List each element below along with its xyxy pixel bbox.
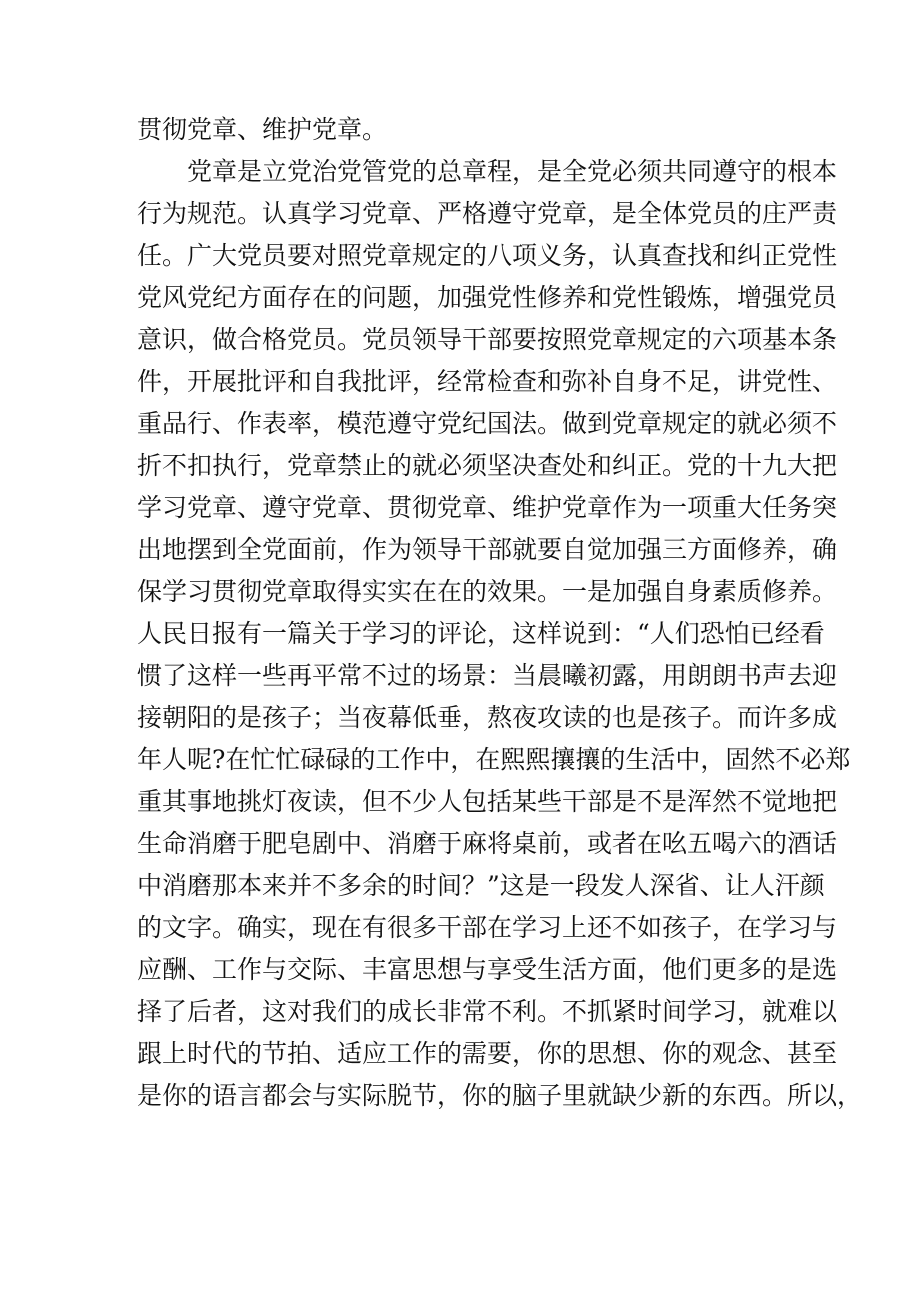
text-line: 学习党章、遵守党章、贯彻党章、维护党章作为一项重大任务突	[137, 493, 838, 522]
text-line: 行为规范。认真学习党章、严格遵守党章，是全体党员的庄严责	[137, 199, 838, 228]
text-line: 件，开展批评和自我批评，经常检查和弥补自身不足，讲党性、	[137, 367, 838, 396]
text-line: 党风党纪方面存在的问题，加强党性修养和党性锻炼，增强党员	[137, 283, 838, 312]
text-line: 择了后者，这对我们的成长非常不利。不抓紧时间学习，就难以	[137, 997, 838, 1026]
text-line: 折不扣执行，党章禁止的就必须坚决查处和纠正。党的十九大把	[137, 451, 838, 480]
text-line: 保学习贯彻党章取得实实在在的效果。一是加强自身素质修养。	[137, 577, 838, 606]
text-line: 任。广大党员要对照党章规定的八项义务，认真查找和纠正党性	[137, 241, 838, 270]
text-line: 人民日报有一篇关于学习的评论，这样说到：“人们恐怕已经看	[137, 619, 825, 648]
text-line: 贯彻党章、维护党章。	[137, 115, 388, 144]
text-line: 生命消磨于肥皂剧中、消磨于麻将桌前，或者在吆五喝六的酒话	[137, 829, 838, 858]
text-line: 意识，做合格党员。党员领导干部要按照党章规定的六项基本条	[137, 325, 838, 354]
text-line: 重其事地挑灯夜读，但不少人包括某些干部是不是浑然不觉地把	[137, 787, 838, 816]
body-text	[137, 109, 863, 1117]
text-line: 的文字。确实，现在有很多干部在学习上还不如孩子，在学习与	[137, 913, 838, 942]
text-line: 接朝阳的是孩子；当夜幕低垂，熬夜攻读的也是孩子。而许多成	[137, 703, 838, 732]
text-line: 惯了这样一些再平常不过的场景：当晨曦初露，用朗朗书声去迎	[137, 661, 838, 690]
text-line: 党章是立党治党管党的总章程，是全党必须共同遵守的根本	[137, 157, 838, 186]
text-line: 是你的语言都会与实际脱节，你的脑子里就缺少新的东西。所以，	[137, 1081, 863, 1110]
text-line: 重品行、作表率，模范遵守党纪国法。做到党章规定的就必须不	[137, 409, 838, 438]
text-line: 应酬、工作与交际、丰富思想与享受生活方面，他们更多的是选	[137, 955, 838, 984]
text-line: 年人呢?在忙忙碌碌的工作中，在熙熙攘攘的生活中，固然不必郑	[137, 745, 851, 774]
text-line: 跟上时代的节拍、适应工作的需要，你的思想、你的观念、甚至	[137, 1039, 838, 1068]
text-line: 中消磨那本来并不多余的时间？”这是一段发人深省、让人汗颜	[137, 871, 825, 900]
text-line: 出地摆到全党面前，作为领导干部就要自觉加强三方面修养，确	[137, 535, 838, 564]
